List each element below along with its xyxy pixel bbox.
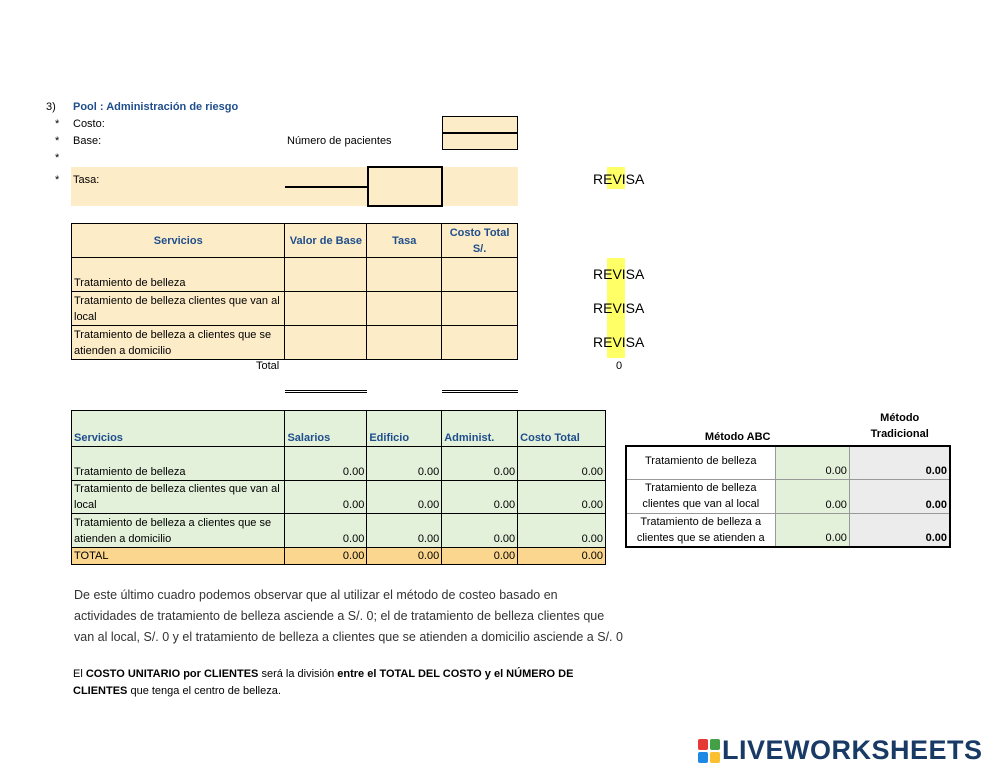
row-label: Tratamiento de belleza bbox=[626, 446, 775, 479]
revisa-text: REVISA bbox=[593, 171, 645, 187]
row-label: Tratamiento de belleza bbox=[72, 258, 285, 292]
tasa-cell-input[interactable] bbox=[367, 258, 442, 292]
abc-value: 0.00 bbox=[775, 479, 849, 513]
costo-label: Costo: bbox=[73, 118, 105, 130]
cell-value: 0.00 bbox=[367, 481, 442, 514]
trad-value: 0.00 bbox=[849, 479, 950, 513]
cell-value: 0.00 bbox=[518, 514, 606, 548]
col-salarios: Salarios bbox=[285, 411, 367, 447]
abc-value: 0.00 bbox=[775, 513, 849, 547]
valor-base-input[interactable] bbox=[285, 258, 367, 292]
revisa-text: REVISA bbox=[593, 334, 645, 350]
tasa-underline bbox=[285, 186, 368, 188]
unit-cost-note: El COSTO UNITARIO por CLIENTES será la división entre el TOTAL DEL COSTO y el NÚMERO DE CLIENTES que tenga el centro de belleza. bbox=[73, 668, 574, 697]
row-label: Tratamiento de belleza clientes que van al local bbox=[72, 292, 285, 326]
tasa-input[interactable] bbox=[367, 166, 443, 207]
base-label: Base: bbox=[73, 135, 102, 147]
total-row-label: TOTAL bbox=[72, 548, 285, 565]
col-servicios: Servicios bbox=[72, 411, 285, 447]
cell-value: 0.00 bbox=[442, 514, 518, 548]
trad-value: 0.00 bbox=[849, 446, 950, 479]
tasa-cell-input[interactable] bbox=[367, 326, 442, 360]
base-value: Número de pacientes bbox=[287, 135, 392, 147]
total-value: 0.00 bbox=[367, 548, 442, 565]
double-underline bbox=[442, 390, 518, 393]
revisa-text: REVISA bbox=[593, 266, 645, 282]
cell-value: 0.00 bbox=[285, 447, 367, 481]
valor-base-input[interactable] bbox=[285, 326, 367, 360]
valor-base-input[interactable] bbox=[285, 292, 367, 326]
liveworksheets-logo-icon bbox=[698, 739, 720, 763]
row-label: Tratamiento de belleza bbox=[72, 447, 285, 481]
row-label: Tratamiento de belleza a clientes que se atienden a domicilio bbox=[72, 514, 285, 548]
rate-table bbox=[71, 223, 518, 360]
trad-value: 0.00 bbox=[849, 513, 950, 547]
header-abc: Método ABC bbox=[626, 410, 849, 446]
row-label: Tratamiento de belleza a clientes que se atienden a bbox=[626, 513, 775, 547]
cell-value: 0.00 bbox=[285, 481, 367, 514]
row-label: Tratamiento de belleza clientes que van al local bbox=[72, 481, 285, 514]
cost-table bbox=[71, 410, 606, 565]
cell-value: 0.00 bbox=[367, 447, 442, 481]
row-label: Tratamiento de belleza clientes que van al local bbox=[626, 479, 775, 513]
col-costo-total: Costo Total S/. bbox=[442, 224, 518, 258]
cell-value: 0.00 bbox=[442, 481, 518, 514]
cell-value: 0.00 bbox=[367, 514, 442, 548]
costo-total-input[interactable] bbox=[442, 292, 518, 326]
row-label: Tratamiento de belleza a clientes que se atienden a domicilio bbox=[72, 326, 285, 360]
total-label: Total bbox=[256, 360, 280, 372]
col-valor-base: Valor de Base bbox=[285, 224, 367, 258]
total-value: 0.00 bbox=[518, 548, 606, 565]
cell-value: 0.00 bbox=[518, 481, 606, 514]
double-underline bbox=[285, 390, 367, 393]
section-number: 3) bbox=[46, 101, 56, 113]
tasa-cell-input[interactable] bbox=[367, 292, 442, 326]
col-administ: Administ. bbox=[442, 411, 518, 447]
abc-value: 0.00 bbox=[775, 446, 849, 479]
method-comparison-table bbox=[625, 410, 951, 548]
bullet: * bbox=[55, 118, 60, 130]
col-costo-total: Costo Total bbox=[518, 411, 606, 447]
base-input[interactable] bbox=[442, 133, 518, 150]
costo-total-input[interactable] bbox=[442, 258, 518, 292]
total-value: 0 bbox=[616, 360, 623, 372]
liveworksheets-logo: LIVEWORKSHEETS bbox=[722, 735, 983, 765]
revisa-text: REVISA bbox=[593, 300, 645, 316]
total-value: 0.00 bbox=[442, 548, 518, 565]
cell-value: 0.00 bbox=[442, 447, 518, 481]
costo-total-input[interactable] bbox=[442, 326, 518, 360]
tasa-label: Tasa: bbox=[73, 174, 100, 186]
cell-value: 0.00 bbox=[285, 514, 367, 548]
cell-value: 0.00 bbox=[518, 447, 606, 481]
bullet: * bbox=[55, 152, 60, 164]
bullet: * bbox=[55, 174, 60, 186]
bullet: * bbox=[55, 135, 60, 147]
conclusion-paragraph: De este último cuadro podemos observar que al utilizar el método de costeo basado en actividades de tratamiento de belleza asciende a S/. 0; el de tratamiento de belleza clientes que van al local, S/. 0 y el tratamiento de belleza a clientes que se atienden a domicilio asciende a S/. 0 bbox=[74, 588, 623, 644]
header-tradicional: Método Tradicional bbox=[849, 410, 950, 446]
section-title: Pool : Administración de riesgo bbox=[73, 101, 239, 113]
col-edificio: Edificio bbox=[367, 411, 442, 447]
col-servicios: Servicios bbox=[72, 224, 285, 258]
col-tasa: Tasa bbox=[367, 224, 442, 258]
costo-input[interactable] bbox=[442, 116, 518, 133]
total-value: 0.00 bbox=[285, 548, 367, 565]
